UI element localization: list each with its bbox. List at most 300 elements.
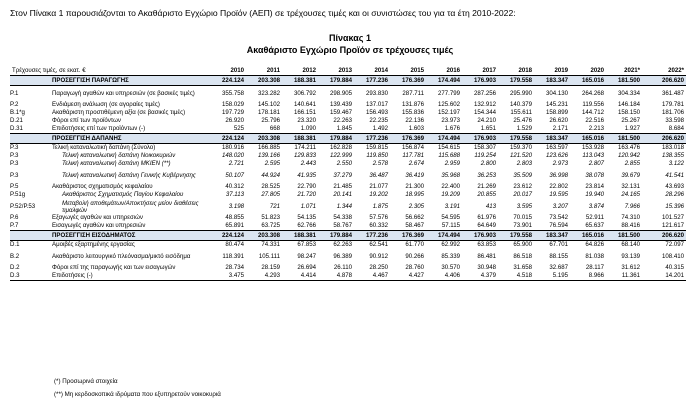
row-value: 179.558 [498, 76, 534, 86]
row-value: 188.381 [282, 134, 318, 144]
row-code: B.2 [10, 253, 20, 260]
row-code: P.52/P.53 [10, 203, 36, 210]
row-value: 85.339 [441, 253, 460, 260]
row-value: 163.476 [617, 144, 640, 151]
row-code: P.1 [10, 90, 19, 97]
row-value: 86.518 [513, 253, 532, 260]
row-value: 119.254 [474, 152, 496, 159]
row-value: 183.018 [661, 144, 684, 151]
note-npish: (**) Μη κερδοσκοπικά ιδρύματα που εξυπηρετούν νοικοκυριά [54, 391, 221, 398]
row-value: 57.576 [369, 214, 388, 221]
row-label: Αμοιβές εξαρτημένης εργασίας [52, 241, 135, 248]
row-value: 74.331 [261, 241, 280, 248]
row-value: 4.406 [426, 272, 462, 281]
row-value: 123.626 [545, 152, 568, 159]
row-value: 22.235 [369, 117, 388, 124]
row-value: 61.976 [477, 214, 496, 221]
row-value: 2.959 [444, 160, 460, 167]
year-header: 2012 [302, 66, 316, 74]
row-value: 176.903 [462, 231, 498, 241]
row-value: 179.884 [318, 231, 354, 241]
row-value: 197.729 [221, 109, 244, 116]
row-value: 119.850 [366, 152, 388, 159]
row-value: 58.467 [390, 222, 426, 231]
row-value: 183.347 [534, 76, 570, 86]
row-value: 54.595 [441, 214, 460, 221]
table-subtitle: Ακαθάριστο Εγχώριο Προϊόν σε τρέχουσες τιμές [246, 45, 454, 55]
table-row [10, 152, 686, 160]
row-value: 8.684 [668, 125, 684, 132]
row-value: 139.439 [329, 101, 352, 108]
row-value: 26.110 [333, 264, 352, 271]
row-value: 174.494 [426, 231, 462, 241]
row-value: 19.202 [369, 191, 388, 198]
row-value: 2.973 [552, 160, 568, 167]
row-value: 11.361 [606, 272, 642, 281]
row-value: 7.966 [624, 203, 640, 210]
row-label: ΠΡΟΣΕΓΓΙΣΗ ΔΑΠΑΝΗΣ [50, 134, 210, 144]
table-row [10, 168, 686, 183]
row-value: 80.474 [225, 241, 244, 248]
section-row [10, 76, 686, 86]
row-value: 31.612 [621, 264, 640, 271]
row-code: P.7 [10, 222, 50, 231]
row-value: 154.615 [437, 144, 460, 151]
row-code: D.2 [10, 264, 20, 271]
row-value: 1.090 [300, 125, 316, 132]
row-value: 188.381 [282, 231, 318, 241]
row-value: 35.968 [441, 172, 460, 179]
table-row [10, 101, 686, 109]
row-value: 181.500 [606, 76, 642, 86]
row-value: 21.077 [369, 183, 388, 190]
row-label: Μεταβολή αποθεμάτων/Αποκτήσεις μείον διαθέσεις τιμαλφών [62, 199, 199, 214]
year-header: 2017 [482, 66, 496, 74]
row-value: 96.389 [333, 253, 352, 260]
note-provisional: (*) Προσωρινά στοιχεία [54, 378, 118, 385]
row-label: Τελική καταναλωτική δαπάνη Νοικοκυριών [62, 152, 176, 159]
row-value: 3.191 [444, 203, 460, 210]
row-value: 101.527 [661, 214, 684, 221]
year-header: 2010 [230, 66, 244, 74]
year-header: 2014 [374, 66, 388, 74]
row-value: 176.369 [390, 134, 426, 144]
row-value: 121.617 [642, 222, 686, 231]
row-value: 2.721 [228, 160, 244, 167]
row-value: 183.347 [534, 231, 570, 241]
year-header: 2015 [410, 66, 424, 74]
row-value: 181.500 [606, 231, 642, 241]
row-value: 293.830 [365, 90, 388, 97]
row-label: Ακαθάριστος σχηματισμός κεφαλαίου [52, 183, 153, 190]
row-value: 35.509 [513, 172, 532, 179]
gdp-table [10, 66, 686, 281]
row-value: 178.181 [257, 109, 280, 116]
row-value: 1.344 [336, 203, 352, 210]
row-value: 81.038 [585, 253, 604, 260]
row-value: 65.637 [570, 222, 606, 231]
row-value: 188.381 [282, 76, 318, 86]
table-row [10, 144, 686, 153]
row-value: 1.845 [336, 125, 352, 132]
row-value: 21.300 [405, 183, 424, 190]
row-value: 43.693 [665, 183, 684, 190]
row-value: 27.805 [261, 191, 280, 198]
row-value: 2.595 [264, 160, 280, 167]
row-value: 174.211 [294, 144, 316, 151]
table-row [10, 272, 686, 281]
table-row [10, 160, 686, 168]
row-label: Ακαθάριστο λειτουργικό πλεόνασμα/μικτό εισόδημα [52, 253, 191, 260]
row-value: 26.694 [297, 264, 316, 271]
row-label: ΠΡΟΣΕΓΓΙΣΗ ΠΑΡΑΓΩΓΗΣ [50, 76, 210, 86]
row-label: Τελική καταναλωτική δαπάνη (Σύνολο) [52, 144, 156, 151]
row-value: 25.476 [513, 117, 532, 124]
row-value: 4.414 [282, 272, 318, 281]
row-code: P.6 [10, 214, 19, 221]
table-row [10, 191, 686, 199]
row-label: Φόροι επί της παραγωγής και των εισαγωγών [52, 264, 176, 271]
row-value: 1.676 [444, 125, 460, 132]
row-value: 4.379 [462, 272, 498, 281]
row-value: 176.369 [390, 76, 426, 86]
row-value: 117.781 [402, 152, 424, 159]
row-value: 122.999 [329, 152, 352, 159]
row-value: 2.443 [300, 160, 316, 167]
row-value: 298.905 [329, 90, 352, 97]
row-value: 21.269 [477, 183, 496, 190]
row-value: 62.263 [333, 241, 352, 248]
row-value: 3.122 [668, 160, 684, 167]
row-value: 70.015 [513, 214, 532, 221]
row-value: 176.903 [462, 76, 498, 86]
row-label: Τελική καταναλωτική δαπάνη ΜΚΙΕΝ (**) [62, 160, 171, 167]
table-row [10, 222, 686, 231]
row-value: 41.935 [297, 172, 316, 179]
row-value: 139.166 [257, 152, 280, 159]
row-value: 98.247 [297, 253, 316, 260]
row-value: 355.758 [221, 90, 244, 97]
row-code [10, 134, 50, 144]
row-value: 3.475 [210, 272, 246, 281]
table-row [10, 241, 686, 250]
row-value: 2.213 [588, 125, 604, 132]
row-value: 19.940 [585, 191, 604, 198]
row-value: 179.781 [661, 101, 684, 108]
row-value: 28.734 [225, 264, 244, 271]
table-row [10, 249, 686, 264]
row-label: Φόροι επί των προϊόντων [52, 117, 121, 124]
row-label: Ακαθάριστος Σχηματισμός Παγίου Κεφαλαίου [62, 191, 184, 198]
row-value: 52.911 [585, 214, 604, 221]
row-value: 2.674 [408, 160, 424, 167]
row-value: 140.641 [293, 101, 316, 108]
year-header: 2019 [554, 66, 568, 74]
row-value: 22.790 [297, 183, 316, 190]
row-value: 165.016 [570, 231, 606, 241]
row-label: Εισαγωγές αγαθών και υπηρεσιών [50, 222, 210, 231]
row-value: 181.706 [661, 109, 684, 116]
row-value: 137.017 [365, 101, 388, 108]
row-value: 68.140 [621, 241, 640, 248]
row-value: 2.305 [408, 203, 424, 210]
table-row [10, 199, 686, 214]
row-value: 36.998 [549, 172, 568, 179]
row-value: 39.679 [621, 172, 640, 179]
row-value: 28.760 [405, 264, 424, 271]
row-value: 3.207 [552, 203, 568, 210]
row-value: 119.556 [582, 101, 604, 108]
row-value: 28.250 [369, 264, 388, 271]
row-value: 177.236 [354, 231, 390, 241]
row-value: 138.355 [661, 152, 684, 159]
row-value: 206.620 [642, 134, 686, 144]
row-value: 64.826 [585, 241, 604, 248]
row-value: 3.874 [588, 203, 604, 210]
row-value: 76.594 [534, 222, 570, 231]
row-value: 154.344 [473, 109, 496, 116]
row-value: 23.612 [513, 183, 532, 190]
row-value: 166.885 [257, 144, 280, 151]
row-value: 28.296 [665, 191, 684, 198]
row-value: 60.332 [354, 222, 390, 231]
row-value: 148.020 [221, 152, 244, 159]
row-value: 146.184 [617, 101, 640, 108]
row-value: 1.927 [624, 125, 640, 132]
row-label: Επιδοτήσεις επί των προϊόντων (-) [52, 125, 146, 132]
row-value: 304.334 [617, 90, 640, 97]
row-value: 155.611 [510, 109, 532, 116]
row-value: 145.231 [545, 101, 568, 108]
row-value: 62.992 [441, 241, 460, 248]
row-value: 179.558 [498, 231, 534, 241]
row-value: 159.815 [365, 144, 388, 151]
row-value: 113.043 [582, 152, 604, 159]
row-value: 131.876 [401, 101, 424, 108]
row-value: 224.124 [210, 134, 246, 144]
row-value: 145.102 [257, 101, 280, 108]
table-title: Πίνακας 1 [329, 33, 371, 43]
row-value: 180.916 [221, 144, 244, 151]
row-value: 121.520 [509, 152, 532, 159]
row-value: 287.256 [473, 90, 496, 97]
row-value: 158.307 [473, 144, 496, 151]
year-header: 2022* [668, 66, 684, 74]
row-value: 23.973 [441, 117, 460, 124]
row-code: P.3 [10, 152, 19, 159]
row-value: 132.912 [473, 101, 496, 108]
row-value: 174.494 [426, 134, 462, 144]
row-value: 51.823 [261, 214, 280, 221]
row-value: 93.139 [621, 253, 640, 260]
row-value: 25.267 [621, 117, 640, 124]
row-value: 14.201 [642, 272, 686, 281]
row-value: 22.400 [441, 183, 460, 190]
row-value: 224.124 [210, 231, 246, 241]
row-label: Επιδοτήσεις (-) [50, 272, 210, 281]
row-value: 62.766 [282, 222, 318, 231]
row-value: 50.107 [225, 172, 244, 179]
row-value: 4.878 [318, 272, 354, 281]
row-value: 179.884 [318, 76, 354, 86]
row-value: 181.500 [606, 134, 642, 144]
row-value: 2.803 [516, 160, 532, 167]
row-value: 3.595 [516, 203, 532, 210]
row-value: 88.416 [606, 222, 642, 231]
row-value: 165.016 [570, 76, 606, 86]
row-value: 88.155 [549, 253, 568, 260]
table-row [10, 86, 686, 102]
row-value: 287.711 [402, 90, 424, 97]
row-value: 15.396 [665, 203, 684, 210]
row-value: 24.165 [621, 191, 640, 198]
row-value: 22.516 [585, 117, 604, 124]
row-code: D.3 [10, 272, 50, 281]
row-value: 32.687 [549, 264, 568, 271]
row-value: 1.875 [372, 203, 388, 210]
row-value: 65.900 [513, 241, 532, 248]
table-row [10, 183, 686, 191]
row-value: 72.097 [665, 241, 684, 248]
row-code: P.3 [10, 144, 19, 151]
row-value: 65.891 [210, 222, 246, 231]
row-value: 62.541 [369, 241, 388, 248]
row-value: 26.920 [225, 117, 244, 124]
row-code: D.1 [10, 241, 20, 248]
row-value: 18.995 [405, 191, 424, 198]
row-code: P.3 [10, 172, 19, 179]
row-label: Τελική καταναλωτική δαπάνη Γενικής Κυβέρνησης [62, 172, 196, 179]
row-value: 64.649 [462, 222, 498, 231]
row-value: 38.078 [585, 172, 604, 179]
row-value: 125.602 [437, 101, 460, 108]
row-value: 22.802 [549, 183, 568, 190]
row-value: 36.487 [369, 172, 388, 179]
row-value: 179.558 [498, 134, 534, 144]
row-code: D.31 [10, 125, 23, 132]
row-value: 361.487 [661, 90, 684, 97]
row-value: 36.419 [405, 172, 424, 179]
row-value: 166.151 [293, 109, 316, 116]
row-value: 203.308 [246, 76, 282, 86]
row-value: 41.541 [665, 172, 684, 179]
row-code: D.21 [10, 117, 23, 124]
row-value: 30.570 [441, 264, 460, 271]
year-header: 2021* [624, 66, 640, 74]
row-value: 277.799 [437, 90, 460, 97]
row-value: 37.279 [333, 172, 352, 179]
year-header: 2020 [590, 66, 604, 74]
year-header: 2011 [266, 66, 280, 74]
row-label: Ακαθάριστη προστιθέμενη αξία (σε βασικές τιμές) [52, 109, 186, 116]
row-value: 40.312 [225, 183, 244, 190]
header-row [10, 66, 686, 76]
row-value: 28.525 [261, 183, 280, 190]
year-header: 2018 [518, 66, 532, 74]
row-value: 159.467 [329, 109, 352, 116]
row-value: 118.391 [222, 253, 244, 260]
row-value: 20.855 [477, 191, 496, 198]
row-value: 21.485 [333, 183, 352, 190]
row-value: 2.800 [480, 160, 496, 167]
row-value: 30.948 [477, 264, 496, 271]
row-value: 22.136 [405, 117, 424, 124]
row-code [10, 76, 50, 86]
row-value: 1.651 [480, 125, 496, 132]
row-value: 4.427 [390, 272, 426, 281]
row-value: 129.833 [293, 152, 316, 159]
row-value: 152.197 [437, 109, 460, 116]
row-value: 176.369 [390, 231, 426, 241]
row-value: 90.912 [369, 253, 388, 260]
row-value: 176.903 [462, 134, 498, 144]
unit-label: Τρέχουσες τιμές, σε εκατ. € [12, 66, 86, 74]
row-value: 108.410 [661, 253, 684, 260]
row-value: 2.550 [336, 160, 352, 167]
row-value: 2.807 [588, 160, 604, 167]
section-row [10, 134, 686, 144]
row-value: 174.494 [426, 76, 462, 86]
row-value: 115.688 [438, 152, 460, 159]
row-value: 163.597 [545, 144, 568, 151]
row-code [10, 231, 50, 241]
row-value: 156.493 [365, 109, 388, 116]
row-value: 165.016 [570, 134, 606, 144]
row-value: 20.017 [513, 191, 532, 198]
row-value: 56.662 [405, 214, 424, 221]
row-value: 224.124 [210, 76, 246, 86]
row-label: ΠΡΟΣΕΓΓΙΣΗ ΕΙΣΟΔΗΜΑΤΟΣ [50, 231, 210, 241]
row-value: 31.658 [513, 264, 532, 271]
row-value: 23.814 [585, 183, 604, 190]
row-value: 24.210 [477, 117, 496, 124]
row-value: 1.071 [300, 203, 316, 210]
row-value: 28.117 [585, 264, 604, 271]
row-value: 54.135 [297, 214, 316, 221]
row-value: 48.855 [225, 214, 244, 221]
row-value: 36.253 [477, 172, 496, 179]
row-value: 158.029 [221, 101, 244, 108]
row-value: 158.150 [617, 109, 640, 116]
row-value: 19.595 [549, 191, 568, 198]
row-value: 158.899 [545, 109, 568, 116]
row-label: Εξαγωγές αγαθών και υπηρεσιών [52, 214, 143, 221]
intro-text: Στον Πίνακα 1 παρουσιάζονται το Ακαθάριστο Εγχώριο Προϊόν (ΑΕΠ) σε τρέχουσες τιμές και οι συνιστώσες του για τα έτη 2010-2022: [10, 8, 516, 18]
row-value: 1.529 [516, 125, 532, 132]
year-header: 2013 [338, 66, 352, 74]
row-value: 5.195 [534, 272, 570, 281]
row-value: 153.928 [581, 144, 604, 151]
row-value: 2.171 [552, 125, 568, 132]
row-label: Ενδιάμεση ανάλωση (σε αγοραίες τιμές) [52, 101, 160, 108]
table-row [10, 264, 686, 272]
row-value: 63.853 [477, 241, 496, 248]
row-value: 73.901 [498, 222, 534, 231]
row-value: 120.942 [617, 152, 640, 159]
row-value: 57.115 [426, 222, 462, 231]
row-code: P.5 [10, 183, 19, 190]
row-value: 155.836 [401, 109, 424, 116]
row-value: 4.467 [354, 272, 390, 281]
row-value: 206.620 [642, 231, 686, 241]
row-value: 67.853 [297, 241, 316, 248]
row-value: 73.542 [549, 214, 568, 221]
row-value: 22.263 [333, 117, 352, 124]
row-value: 86.481 [477, 253, 496, 260]
table-row [10, 125, 686, 134]
row-value: 156.874 [401, 144, 424, 151]
row-value: 37.113 [225, 191, 244, 198]
